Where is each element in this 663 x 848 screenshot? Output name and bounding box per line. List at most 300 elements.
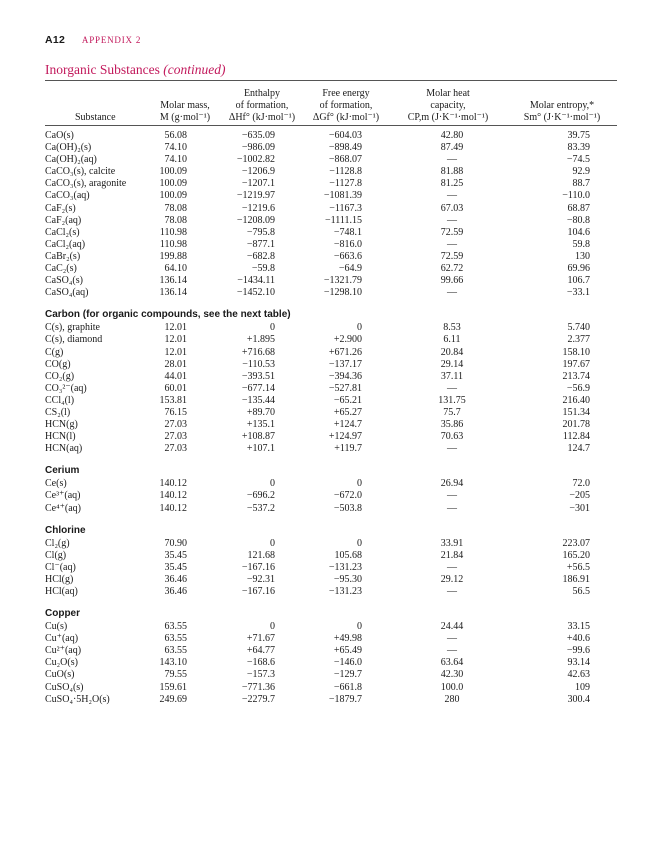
entropy-cell: 213.74 [562,370,590,382]
enthalpy-cell: −2279.7 [241,693,275,705]
molar-mass-cell: 12.01 [164,322,187,334]
enthalpy-cell: −877.1 [246,238,275,250]
enthalpy-cell: −1434.11 [237,275,275,287]
free-energy-cell: 105.68 [334,549,362,561]
heat-capacity-cell: 72.59 [440,250,464,262]
table-row [45,503,617,515]
heat-capacity-cell: 37.11 [440,370,464,382]
header-enthalpy [220,84,304,124]
enthalpy-cell: +64.77 [246,645,275,657]
enthalpy-cell: +716.68 [241,346,275,358]
free-energy-cell: +49.98 [333,633,362,645]
molar-mass-cell: 74.10 [164,142,187,154]
substance-cell: Ca(OH)₂(s) [45,142,92,154]
substance-cell: CO₂(g) [45,370,75,382]
heat-capacity-cell: — [447,561,457,573]
free-energy-cell: +2.900 [333,334,362,346]
free-energy-cell: −1128.8 [329,166,362,178]
free-energy-cell: −527.81 [328,382,362,394]
table-row [45,574,617,586]
substance-cell: HCN(l) [45,431,76,443]
table-row [45,657,617,669]
enthalpy-cell: −537.2 [246,502,275,514]
free-energy-cell: −898.49 [328,142,362,154]
free-energy-cell: −1298.10 [323,287,362,299]
free-energy-cell: −137.17 [328,358,362,370]
enthalpy-cell: 0 [270,621,275,633]
molar-mass-cell: 110.98 [159,226,187,238]
molar-mass-cell: 36.46 [164,573,187,585]
entropy-cell: 130 [575,250,590,262]
enthalpy-cell: −135.44 [241,394,275,406]
heat-capacity-cell: — [447,287,457,299]
table-row [45,359,617,371]
heat-capacity-cell: — [447,190,457,202]
heat-capacity-cell: 42.30 [440,669,464,681]
heat-capacity-cell: — [447,490,457,502]
free-energy-cell: −672.0 [333,490,362,502]
enthalpy-cell: 121.68 [247,549,275,561]
table-row [45,227,617,239]
free-energy-cell: −661.8 [333,681,362,693]
entropy-cell: 197.67 [562,358,590,370]
molar-mass-cell: 27.03 [164,443,187,455]
free-energy-cell: −95.30 [333,573,362,585]
free-energy-cell: −1167.3 [329,202,362,214]
substance-cell: C(s), diamond [45,334,103,346]
table-row [45,550,617,562]
entropy-cell: +40.6 [566,633,590,645]
substance-cell: CaCl₂(aq) [45,238,86,250]
table-row [45,633,617,645]
heat-capacity-cell: 81.88 [440,166,464,178]
appendix-label: APPENDIX 2 [81,35,142,45]
substance-cell: CuO(s) [45,669,75,681]
heat-capacity-cell: — [447,633,457,645]
entropy-cell: 83.39 [567,142,590,154]
enthalpy-cell: −157.3 [246,669,275,681]
enthalpy-cell: −92.31 [246,573,275,585]
enthalpy-cell: −1452.10 [236,287,275,299]
entropy-cell: 151.34 [562,406,590,418]
substance-cell: CaCO₃(aq) [45,190,90,202]
table-row [45,431,617,443]
substance-cell: CaO(s) [45,130,74,141]
heat-capacity-cell: 100.0 [440,681,464,693]
substance-cell: Cu₂O(s) [45,657,78,669]
table-row [45,334,617,346]
header-enthalpy-line: ΔHf° (kJ·mol⁻¹) [228,112,296,123]
molar-mass-cell: 249.69 [159,693,187,705]
heat-capacity-cell: 62.72 [440,263,464,275]
table-row [45,419,617,431]
title-rule [45,80,617,81]
substance-cell: CaSO₄(aq) [45,287,89,299]
molar-mass-cell: 79.55 [164,669,187,681]
table-row [45,383,617,395]
heat-capacity-cell: — [447,586,457,597]
table-row [45,263,617,275]
table-row [45,395,617,407]
enthalpy-cell: +135.1 [246,419,275,431]
heat-capacity-cell: 72.59 [440,226,464,238]
substance-cell: CaCO₃(s), calcite [45,166,116,178]
table-row [45,371,617,383]
substance-cell: HCN(g) [45,419,78,431]
enthalpy-cell: −986.09 [241,142,275,154]
entropy-cell: 104.6 [567,226,590,238]
enthalpy-cell: −1207.1 [241,178,275,190]
enthalpy-cell: 0 [270,537,275,549]
entropy-cell: 109 [575,681,590,693]
header-molar-mass-line: M (g·mol⁻¹) [159,112,211,123]
enthalpy-cell: −677.14 [241,382,275,394]
molar-mass-cell: 110.98 [159,238,187,250]
entropy-cell: 69.96 [567,263,590,275]
heat-capacity-cell: 24.44 [440,621,464,633]
molar-mass-cell: 63.55 [164,621,187,633]
substance-cell: CaC₂(s) [45,263,77,275]
heat-capacity-cell: 280 [444,693,460,705]
substance-cell: C(g) [45,346,64,358]
table-row [45,562,617,574]
table-title [45,62,225,78]
entropy-cell: +56.5 [566,561,590,573]
free-energy-cell: −663.6 [333,250,362,262]
free-energy-cell: −131.23 [328,561,362,573]
page-number: A12 [45,34,66,46]
heat-capacity-cell: 29.14 [440,358,464,370]
table-row [45,203,617,215]
substance-cell: Ce⁴⁺(aq) [45,502,81,514]
free-energy-cell: +671.26 [328,346,362,358]
heat-capacity-cell: — [447,214,457,226]
header-heat-capacity-line: capacity, [430,100,466,111]
heat-capacity-cell: 29.12 [440,573,464,585]
enthalpy-cell: +71.67 [246,633,275,645]
substance-cell: C(s), graphite [45,322,100,334]
header-heat-capacity-line: CP,m (J·K⁻¹·mol⁻¹) [407,112,489,123]
enthalpy-cell: +1.895 [246,334,275,346]
free-energy-cell: −503.8 [333,502,362,514]
molar-mass-cell: 74.10 [164,154,187,166]
enthalpy-cell: −1208.09 [236,214,275,226]
header-molar-mass-line: Molar mass, [160,100,210,111]
enthalpy-cell: 0 [270,478,275,490]
entropy-cell: −80.8 [566,214,590,226]
molar-mass-cell: 136.14 [159,275,187,287]
molar-mass-cell: 140.12 [159,490,187,502]
header-free-energy-line: of formation, [319,100,373,111]
entropy-cell: 56.5 [572,586,590,597]
entropy-cell: 39.75 [567,130,590,141]
header-entropy [506,84,618,124]
enthalpy-cell: −59.8 [251,263,275,275]
free-energy-cell: −1879.7 [328,693,362,705]
section-heading: Carbon (for organic compounds, see the next table) [45,309,291,321]
molar-mass-cell: 78.08 [164,202,187,214]
molar-mass-cell: 56.08 [164,130,187,141]
heat-capacity-cell: 81.25 [440,178,464,190]
substance-cell: CuSO₄(s) [45,681,84,693]
heat-capacity-cell: 75.7 [443,406,461,418]
entropy-cell: 216.40 [562,394,590,406]
enthalpy-cell: −682.8 [246,250,275,262]
molar-mass-cell: 60.01 [164,382,187,394]
substance-cell: CaF₂(aq) [45,214,82,226]
molar-mass-cell: 140.12 [159,478,187,490]
entropy-cell: 33.15 [567,621,590,633]
molar-mass-cell: 100.09 [159,166,187,178]
free-energy-cell: −748.1 [333,226,362,238]
table-row [45,251,617,263]
table-row [45,621,617,633]
substance-cell: CO₃²⁻(aq) [45,382,87,394]
molar-mass-cell: 136.14 [159,287,187,299]
substance-cell: HCl(aq) [45,586,78,597]
molar-mass-cell: 27.03 [164,431,187,443]
entropy-cell: −33.1 [566,287,590,299]
enthalpy-cell: −771.36 [241,681,275,693]
heat-capacity-cell: 70.63 [440,431,464,443]
enthalpy-cell: +107.1 [246,443,275,455]
free-energy-cell: −1127.8 [329,178,362,190]
heat-capacity-cell: 131.75 [438,394,466,406]
enthalpy-cell: 0 [270,322,275,334]
table-row [45,407,617,419]
enthalpy-cell: −795.8 [246,226,275,238]
substance-cell: CS₂(l) [45,406,71,418]
free-energy-cell: −146.0 [333,657,362,669]
entropy-cell: −56.9 [566,382,590,394]
free-energy-cell: −129.7 [333,669,362,681]
molar-mass-cell: 143.10 [159,657,187,669]
substance-cell: Cu⁺(aq) [45,633,79,645]
table-row [45,669,617,681]
free-energy-cell: 0 [357,322,362,334]
section-gap [45,598,617,607]
molar-mass-cell: 63.55 [164,645,187,657]
heat-capacity-cell: 87.49 [440,142,464,154]
molar-mass-cell: 63.55 [164,633,187,645]
molar-mass-cell: 12.01 [164,334,187,346]
substance-cell: CaSO₄(s) [45,275,83,287]
molar-mass-cell: 36.46 [164,586,187,597]
molar-mass-cell: 76.15 [164,406,187,418]
enthalpy-cell: −167.16 [241,561,275,573]
enthalpy-cell: +108.87 [241,431,275,443]
molar-mass-cell: 28.01 [164,358,187,370]
heat-capacity-cell: — [447,502,457,514]
substance-cell: Cl(g) [45,549,67,561]
enthalpy-cell: −635.09 [241,130,275,141]
free-energy-cell: −1111.15 [324,214,362,226]
free-energy-cell: −131.23 [328,586,362,597]
substance-cell: CCl₄(l) [45,394,75,406]
table-row [45,239,617,251]
enthalpy-cell: −168.6 [246,657,275,669]
free-energy-cell: +65.27 [333,406,362,418]
enthalpy-cell: −1219.6 [241,202,275,214]
substance-cell: Ce³⁺(aq) [45,490,81,502]
substance-cell: CaF₂(s) [45,202,76,214]
substance-cell: Cu²⁺(aq) [45,645,82,657]
free-energy-cell: +119.7 [334,443,362,455]
entropy-cell: 42.63 [567,669,590,681]
heat-capacity-cell: 26.94 [440,478,464,490]
free-energy-cell: −868.07 [328,154,362,166]
entropy-cell: 106.7 [567,275,590,287]
header-substance-line: Substance [75,112,116,123]
section-gap [45,299,617,308]
entropy-cell: 223.07 [562,537,590,549]
heat-capacity-cell: — [447,443,457,455]
heat-capacity-cell: 20.84 [440,346,464,358]
table-row [45,322,617,334]
table-row [45,490,617,502]
heat-capacity-cell: — [447,154,457,166]
entropy-cell: 300.4 [567,693,590,705]
header-free-energy-line: Free energy [322,88,370,99]
free-energy-cell: −816.0 [333,238,362,250]
table-row [45,142,617,154]
table-row [45,443,617,455]
header-molar-mass [150,84,220,124]
table-row [45,130,617,142]
enthalpy-cell: −1002.82 [236,154,275,166]
substance-cell: CO(g) [45,358,71,370]
enthalpy-cell: −1206.9 [241,166,275,178]
molar-mass-cell: 140.12 [159,502,187,514]
section-gap [45,455,617,464]
table-row [45,682,617,694]
table-row [45,694,617,706]
free-energy-cell: +124.7 [333,419,362,431]
data-table-body [45,130,617,706]
heat-capacity-cell: — [447,645,457,657]
enthalpy-cell: −393.51 [241,370,275,382]
table-title-main: Inorganic Substances [45,62,164,77]
substance-cell: CaCO₃(s), aragonite [45,178,127,190]
header-entropy-line: Molar entropy,* [529,100,595,111]
heat-capacity-cell: 6.11 [443,334,461,346]
entropy-cell: 59.8 [572,238,590,250]
section-heading: Copper [45,608,80,620]
table-title-note: (continued) [163,62,226,77]
free-energy-cell: −1081.39 [323,190,362,202]
free-energy-cell: +65.49 [333,645,362,657]
free-energy-cell: −394.36 [328,370,362,382]
heat-capacity-cell: — [447,382,457,394]
header-enthalpy-line: of formation, [235,100,289,111]
entropy-cell: 5.740 [567,322,590,334]
entropy-cell: 158.10 [562,346,590,358]
table-row [45,645,617,657]
free-energy-cell: −1321.79 [323,275,362,287]
substance-cell: CaCl₂(s) [45,226,80,238]
entropy-cell: 186.91 [562,573,590,585]
molar-mass-cell: 64.10 [164,263,187,275]
heat-capacity-cell: 63.64 [440,657,464,669]
substance-cell: HCl(g) [45,573,74,585]
molar-mass-cell: 100.09 [159,190,187,202]
entropy-cell: 165.20 [562,549,590,561]
entropy-cell: −74.5 [566,154,590,166]
entropy-cell: −301 [569,502,590,514]
header-enthalpy-line: Enthalpy [243,88,281,99]
table-row [45,166,617,178]
entropy-cell: −110.0 [562,190,590,202]
header-entropy-line: Sm° (J·K⁻¹·mol⁻¹) [523,112,601,123]
table-row [45,154,617,166]
enthalpy-cell: −110.53 [242,358,275,370]
enthalpy-cell: +89.70 [246,406,275,418]
header-free-energy-line: ΔGf° (kJ·mol⁻¹) [312,112,380,123]
table-row [45,347,617,359]
molar-mass-cell: 70.90 [164,537,187,549]
header-substance [45,84,155,124]
enthalpy-cell: −167.16 [241,586,275,597]
heat-capacity-cell: 67.03 [440,202,464,214]
entropy-cell: 93.14 [567,657,590,669]
header-free-energy [304,84,388,124]
molar-mass-cell: 44.01 [164,370,187,382]
entropy-cell: −205 [569,490,590,502]
header-rule [45,125,617,126]
entropy-cell: 201.78 [562,419,590,431]
free-energy-cell: +124.97 [328,431,362,443]
molar-mass-cell: 153.81 [159,394,187,406]
molar-mass-cell: 12.01 [164,346,187,358]
table-row [45,178,617,190]
free-energy-cell: −64.9 [338,263,362,275]
free-energy-cell: −604.03 [328,130,362,141]
section-gap [45,515,617,524]
free-energy-cell: 0 [357,478,362,490]
entropy-cell: 68.87 [567,202,590,214]
substance-cell: CuSO₄·5H₂O(s) [45,693,110,705]
enthalpy-cell: −1219.97 [236,190,275,202]
page-header [45,34,141,46]
entropy-cell: 2.377 [567,334,590,346]
entropy-cell: 88.7 [572,178,590,190]
molar-mass-cell: 159.61 [159,681,187,693]
heat-capacity-cell: 33.91 [440,537,464,549]
molar-mass-cell: 78.08 [164,214,187,226]
entropy-cell: 92.9 [572,166,590,178]
substance-cell: Cl₂(g) [45,537,70,549]
free-energy-cell: −65.21 [333,394,362,406]
substance-cell: Ce(s) [45,478,67,490]
table-row [45,215,617,227]
molar-mass-cell: 35.45 [164,561,187,573]
heat-capacity-cell: 21.84 [440,549,464,561]
table-row [45,190,617,202]
molar-mass-cell: 100.09 [159,178,187,190]
heat-capacity-cell: 99.66 [440,275,464,287]
enthalpy-cell: −696.2 [246,490,275,502]
substance-cell: Ca(OH)₂(aq) [45,154,97,166]
free-energy-cell: 0 [357,621,362,633]
substance-cell: Cu(s) [45,621,68,633]
heat-capacity-cell: — [447,238,457,250]
table-row [45,275,617,287]
molar-mass-cell: 35.45 [164,549,187,561]
table-row [45,478,617,490]
header-heat-capacity [398,84,498,124]
entropy-cell: 72.0 [572,478,590,490]
heat-capacity-cell: 8.53 [443,322,461,334]
